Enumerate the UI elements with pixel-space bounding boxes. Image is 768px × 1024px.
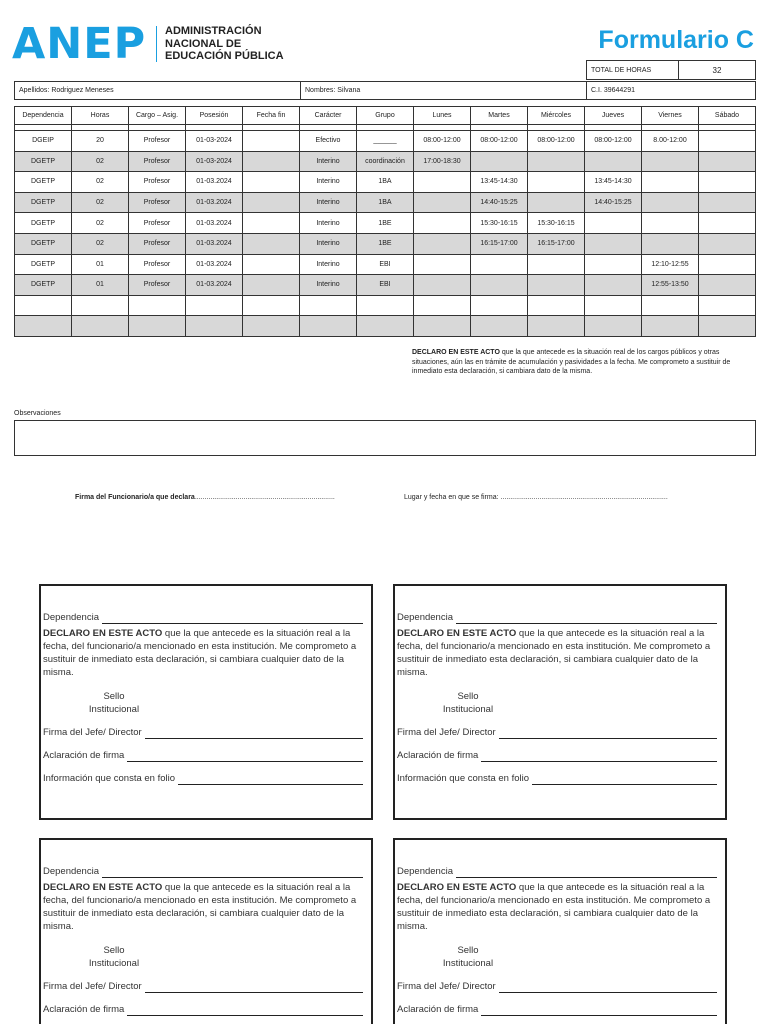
stamp-decl-text: que la que antecede es la situación real a la fecha, del funcionario/a mencionado en esta institución. Me comprometo a sustituir de inmediato esta declaración, si cambiara cualquier dato de la misma. [43, 628, 357, 678]
table-cell[interactable]: Efectivo [300, 131, 357, 152]
stamp-decl-bold: DECLARO EN ESTE ACTO [43, 628, 163, 639]
declaration-bold: DECLARO EN ESTE ACTO [412, 349, 500, 356]
column-header: Dependencia [15, 107, 72, 125]
table-cell[interactable]: 1BE [357, 213, 414, 234]
table-cell[interactable] [585, 275, 642, 296]
aclaracion-label: Aclaración de firma [397, 750, 479, 761]
total-hours-label: TOTAL DE HORAS [587, 61, 679, 79]
column-header: Sábado [699, 107, 756, 125]
table-cell[interactable] [585, 254, 642, 275]
firma-funcionario-label: Firma del Funcionario/a que declara [75, 494, 195, 501]
table-cell[interactable]: DGETP [15, 151, 72, 172]
table-row [15, 151, 756, 172]
firma-jefe-label: Firma del Jefe/ Director [397, 727, 496, 738]
table-cell[interactable]: 1BA [357, 172, 414, 193]
table-cell[interactable]: 08:00-12:00 [471, 131, 528, 152]
table-cell[interactable] [585, 316, 642, 337]
table-cell[interactable] [414, 295, 471, 316]
table-cell[interactable] [528, 254, 585, 275]
aclaracion-field[interactable] [127, 1006, 363, 1016]
table-cell[interactable] [642, 316, 699, 337]
nombres-field[interactable] [301, 82, 587, 99]
table-cell[interactable]: Interino [300, 192, 357, 213]
anep-logo: ANEP [12, 19, 147, 69]
table-cell[interactable]: Profesor [129, 275, 186, 296]
sello-label: Sello Institucional [442, 945, 494, 969]
table-cell[interactable] [414, 213, 471, 234]
table-row [15, 172, 756, 193]
table-cell[interactable] [243, 254, 300, 275]
stamp-decl-text: que la que antecede es la situación real a la fecha, del funcionario/a mencionado en esta institución. Me comprometo a sustituir de inmediato esta declaración, si cambiara cualquier dato de la misma. [397, 628, 711, 678]
table-cell[interactable] [72, 316, 129, 337]
aclaracion-field[interactable] [481, 752, 717, 762]
table-cell[interactable] [528, 151, 585, 172]
table-cell[interactable] [129, 316, 186, 337]
table-cell[interactable]: 17:00-18:30 [414, 151, 471, 172]
table-cell[interactable] [243, 275, 300, 296]
table-cell[interactable]: Profesor [129, 151, 186, 172]
folio-field[interactable] [178, 775, 363, 785]
table-header-row [15, 107, 756, 125]
column-header: Horas [72, 107, 129, 125]
table-cell[interactable]: Interino [300, 275, 357, 296]
table-cell[interactable]: coordinación [357, 151, 414, 172]
firma-funcionario[interactable] [75, 494, 335, 501]
table-cell[interactable]: Interino [300, 254, 357, 275]
table-cell[interactable] [357, 316, 414, 337]
column-header: Martes [471, 107, 528, 125]
table-row [15, 316, 756, 337]
dependencia-label: Dependencia [397, 866, 453, 877]
table-row [15, 192, 756, 213]
folio-field[interactable] [532, 775, 717, 785]
table-row [15, 131, 756, 152]
stamp-declaration [397, 627, 715, 679]
stamp-box [39, 838, 373, 1024]
table-cell[interactable] [528, 295, 585, 316]
table-row [15, 295, 756, 316]
table-cell[interactable]: EBI [357, 254, 414, 275]
table-cell[interactable] [585, 151, 642, 172]
table-cell[interactable]: 16:15-17:00 [528, 233, 585, 254]
agency-line: EDUCACIÓN PÚBLICA [165, 50, 284, 62]
stamp-declaration [397, 881, 715, 933]
table-cell[interactable] [471, 151, 528, 172]
table-cell[interactable]: 01-03-2024 [186, 131, 243, 152]
stamp-box [393, 838, 727, 1024]
table-cell[interactable] [243, 172, 300, 193]
table-cell[interactable] [15, 316, 72, 337]
table-cell[interactable] [585, 295, 642, 316]
table-cell[interactable]: 14:40-15:25 [585, 192, 642, 213]
logo-divider [156, 26, 157, 62]
dependencia-label: Dependencia [397, 612, 453, 623]
table-cell[interactable] [642, 233, 699, 254]
table-cell[interactable]: 01-03.2024 [186, 192, 243, 213]
table-cell[interactable] [699, 213, 756, 234]
observaciones-field[interactable] [14, 420, 756, 456]
table-cell[interactable] [243, 131, 300, 152]
table-cell[interactable]: Profesor [129, 192, 186, 213]
firma-jefe-field[interactable] [499, 983, 717, 993]
column-header: Viernes [642, 107, 699, 125]
form-title: Formulario C [598, 26, 754, 54]
stamp-decl-bold: DECLARO EN ESTE ACTO [397, 882, 517, 893]
table-cell[interactable]: Interino [300, 213, 357, 234]
table-cell[interactable] [243, 295, 300, 316]
table-cell[interactable]: DGETP [15, 172, 72, 193]
table-cell[interactable] [642, 213, 699, 234]
agency-line: ADMINISTRACIÓN [165, 25, 262, 37]
dependencia-field[interactable] [456, 614, 717, 624]
table-cell[interactable]: ______ [357, 131, 414, 152]
table-cell[interactable]: 01 [72, 254, 129, 275]
ci-value: 39644291 [603, 87, 635, 94]
table-cell[interactable]: 13:45-14:30 [471, 172, 528, 193]
total-hours-value[interactable]: 32 [712, 65, 722, 75]
table-cell[interactable]: 14:40-15:25 [471, 192, 528, 213]
table-cell[interactable]: 01-03.2024 [186, 254, 243, 275]
declaration-body: que la que antecede es la situación real de los cargos públicos y otras situaciones, aún las en trámite de acumulación y pasividades a la fecha. Me comprometo a sustituir de inmediato esta declaración, si cambiara dato de la misma. [412, 349, 731, 375]
table-cell[interactable] [642, 295, 699, 316]
table-cell[interactable] [699, 192, 756, 213]
table-cell[interactable]: 1BA [357, 192, 414, 213]
table-cell[interactable] [15, 295, 72, 316]
table-cell[interactable]: Interino [300, 151, 357, 172]
table-cell[interactable]: 1BE [357, 233, 414, 254]
table-cell[interactable] [243, 192, 300, 213]
stamp-decl-text: que la que antecede es la situación real a la fecha, del funcionario/a mencionado en esta institución. Me comprometo a sustituir de inmediato esta declaración, si cambiara cualquier dato de la misma. [43, 882, 357, 932]
table-cell[interactable]: Interino [300, 172, 357, 193]
folio-label: Información que consta en folio [43, 773, 176, 784]
table-row [15, 213, 756, 234]
table-cell[interactable] [414, 254, 471, 275]
table-cell[interactable] [72, 295, 129, 316]
table-row [15, 275, 756, 296]
table-cell[interactable] [528, 172, 585, 193]
lugar-fecha-label: Lugar y fecha en que se firma: [404, 494, 499, 501]
table-cell[interactable] [585, 233, 642, 254]
table-cell[interactable]: 01-03-2024 [186, 151, 243, 172]
column-header: Fecha fin [243, 107, 300, 125]
table-cell[interactable] [585, 213, 642, 234]
table-cell[interactable]: 20 [72, 131, 129, 152]
apellidos-value: Rodriguez Meneses [51, 87, 114, 94]
stamp-decl-bold: DECLARO EN ESTE ACTO [43, 882, 163, 893]
folio-label: Información que consta en folio [397, 773, 530, 784]
table-cell[interactable] [357, 295, 414, 316]
firma-jefe-field[interactable] [145, 729, 363, 739]
table-cell[interactable] [699, 275, 756, 296]
stamp-box [39, 584, 373, 820]
table-cell[interactable]: 15:30-16:15 [471, 213, 528, 234]
table-cell[interactable] [699, 295, 756, 316]
sello-label: Sello Institucional [88, 945, 140, 969]
column-header: Grupo [357, 107, 414, 125]
table-cell[interactable]: Interino [300, 233, 357, 254]
agency-line: NACIONAL DE [165, 37, 242, 50]
stamp-declaration [43, 881, 361, 933]
table-cell[interactable]: DGETP [15, 233, 72, 254]
table-cell[interactable] [186, 295, 243, 316]
table-cell[interactable]: 02 [72, 233, 129, 254]
table-cell[interactable] [243, 316, 300, 337]
table-cell[interactable] [414, 172, 471, 193]
table-cell[interactable]: 01-03.2024 [186, 275, 243, 296]
table-cell[interactable] [186, 316, 243, 337]
table-cell[interactable] [642, 192, 699, 213]
table-cell[interactable]: 01-03.2024 [186, 213, 243, 234]
table-cell[interactable]: 01 [72, 275, 129, 296]
firma-jefe-field[interactable] [499, 729, 717, 739]
table-row [15, 233, 756, 254]
table-cell[interactable] [471, 316, 528, 337]
dependencia-field[interactable] [102, 868, 363, 878]
table-cell[interactable]: 01-03.2024 [186, 172, 243, 193]
table-cell[interactable]: 02 [72, 151, 129, 172]
table-cell[interactable]: 16:15-17:00 [471, 233, 528, 254]
apellidos-label: Apellidos: [19, 87, 50, 94]
column-header: Posesión [186, 107, 243, 125]
column-header: Cargo – Asig. [129, 107, 186, 125]
table-cell[interactable]: DGETP [15, 192, 72, 213]
lugar-dots: ...................................................................................... [500, 494, 668, 501]
table-cell[interactable]: 13:45-14:30 [585, 172, 642, 193]
table-cell[interactable] [300, 295, 357, 316]
table-cell[interactable] [699, 172, 756, 193]
table-cell[interactable]: DGETP [15, 275, 72, 296]
sello-label: Sello Institucional [88, 691, 140, 715]
table-cell[interactable]: DGETP [15, 254, 72, 275]
total-hours-box [586, 60, 756, 80]
table-cell[interactable]: 08:00-12:00 [585, 131, 642, 152]
table-cell[interactable]: Profesor [129, 131, 186, 152]
observaciones-label: Observaciones [14, 410, 61, 417]
table-cell[interactable]: Profesor [129, 172, 186, 193]
table-cell[interactable] [528, 316, 585, 337]
dependencia-field[interactable] [456, 868, 717, 878]
sello-label: Sello Institucional [442, 691, 494, 715]
lugar-fecha[interactable] [404, 494, 668, 501]
aclaracion-field[interactable] [127, 752, 363, 762]
column-header: Carácter [300, 107, 357, 125]
table-cell[interactable] [243, 233, 300, 254]
aclaracion-label: Aclaración de firma [43, 750, 125, 761]
table-cell[interactable]: 8.00-12:00 [642, 131, 699, 152]
table-cell[interactable] [471, 275, 528, 296]
table-cell[interactable] [699, 151, 756, 172]
agency-name [165, 25, 284, 63]
table-cell[interactable]: 15:30-16:15 [528, 213, 585, 234]
table-cell[interactable] [243, 213, 300, 234]
table-cell[interactable] [699, 131, 756, 152]
column-header: Jueves [585, 107, 642, 125]
table-cell[interactable] [471, 295, 528, 316]
ci-label: C.I. [591, 87, 602, 94]
table-cell[interactable] [129, 295, 186, 316]
nombres-label: Nombres: [305, 87, 336, 94]
stamp-declaration [43, 627, 361, 679]
table-cell[interactable]: Profesor [129, 233, 186, 254]
declaration-text [412, 348, 758, 377]
table-cell[interactable] [414, 192, 471, 213]
firma-jefe-label: Firma del Jefe/ Director [397, 981, 496, 992]
stamp-decl-bold: DECLARO EN ESTE ACTO [397, 628, 517, 639]
stamp-box [393, 584, 727, 820]
table-cell[interactable] [300, 316, 357, 337]
firma-dots: ........................................................................ [194, 494, 335, 501]
ci-field[interactable] [587, 82, 755, 99]
table-cell[interactable] [642, 172, 699, 193]
column-header: Lunes [414, 107, 471, 125]
table-cell[interactable]: 02 [72, 192, 129, 213]
dependencia-label: Dependencia [43, 866, 99, 877]
table-cell[interactable] [528, 275, 585, 296]
table-cell[interactable]: Profesor [129, 213, 186, 234]
nombres-value: Silvana [337, 87, 361, 94]
table-cell[interactable] [642, 151, 699, 172]
table-cell[interactable] [699, 316, 756, 337]
table-cell[interactable] [414, 316, 471, 337]
aclaracion-field[interactable] [481, 1006, 717, 1016]
table-cell[interactable] [243, 151, 300, 172]
schedule-table [14, 106, 756, 337]
table-cell[interactable]: 08:00-12:00 [528, 131, 585, 152]
table-cell[interactable]: DGETP [15, 213, 72, 234]
table-row [15, 254, 756, 275]
table-cell[interactable] [528, 192, 585, 213]
table-cell[interactable]: 02 [72, 172, 129, 193]
table-cell[interactable]: 08:00-12:00 [414, 131, 471, 152]
firma-jefe-label: Firma del Jefe/ Director [43, 727, 142, 738]
firma-jefe-field[interactable] [145, 983, 363, 993]
aclaracion-label: Aclaración de firma [43, 1004, 125, 1015]
table-cell[interactable]: 02 [72, 213, 129, 234]
table-cell[interactable] [414, 275, 471, 296]
stamp-decl-text: que la que antecede es la situación real a la fecha, del funcionario/a mencionado en esta institución. Me comprometo a sustituir de inmediato esta declaración, si cambiara cualquier dato de la misma. [397, 882, 711, 932]
firma-jefe-label: Firma del Jefe/ Director [43, 981, 142, 992]
table-cell[interactable]: 12:55-13:50 [642, 275, 699, 296]
table-cell[interactable]: EBI [357, 275, 414, 296]
dependencia-field[interactable] [102, 614, 363, 624]
dependencia-label: Dependencia [43, 612, 99, 623]
aclaracion-label: Aclaración de firma [397, 1004, 479, 1015]
table-cell[interactable]: 12:10-12:55 [642, 254, 699, 275]
personal-info-row [14, 81, 756, 100]
table-cell[interactable] [471, 254, 528, 275]
table-cell[interactable] [414, 233, 471, 254]
apellidos-field[interactable] [15, 82, 301, 99]
column-header: Miércoles [528, 107, 585, 125]
table-cell[interactable] [699, 254, 756, 275]
table-cell[interactable] [699, 233, 756, 254]
table-cell[interactable]: DGEIP [15, 131, 72, 152]
table-cell[interactable]: 01-03.2024 [186, 233, 243, 254]
table-cell[interactable]: Profesor [129, 254, 186, 275]
